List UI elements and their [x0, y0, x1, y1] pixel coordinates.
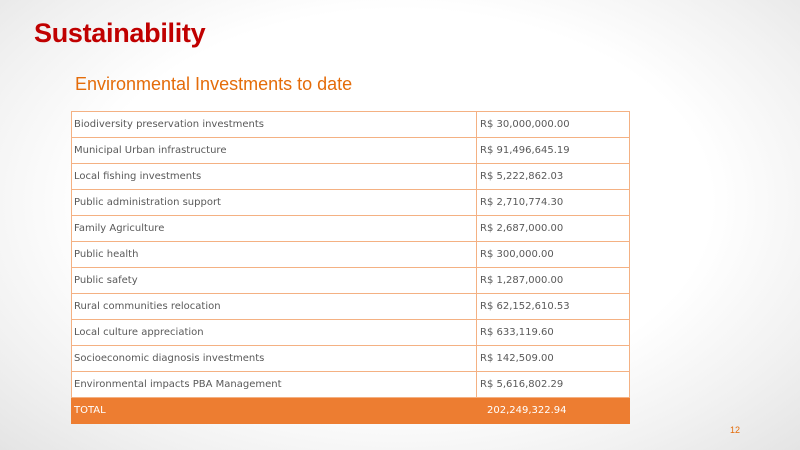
table-row	[72, 268, 630, 294]
investment-value: R$ 91,496,645.19	[477, 138, 630, 164]
table-row	[72, 294, 630, 320]
investment-value: R$ 1,287,000.00	[477, 268, 630, 294]
investment-value: R$ 142,509.00	[477, 346, 630, 372]
investment-label: Local culture appreciation	[72, 320, 477, 346]
investments-table	[71, 111, 630, 424]
table-row	[72, 138, 630, 164]
investment-value: R$ 30,000,000.00	[477, 112, 630, 138]
table-row	[72, 320, 630, 346]
investment-value: R$ 5,222,862.03	[477, 164, 630, 190]
investment-label: Municipal Urban infrastructure	[72, 138, 477, 164]
table-row	[72, 164, 630, 190]
table-row	[72, 242, 630, 268]
slide-subtitle: Environmental Investments to date	[75, 74, 353, 94]
total-row	[72, 398, 630, 424]
investments-table-body	[72, 112, 630, 424]
investment-value: R$ 300,000.00	[477, 242, 630, 268]
investment-label: Public health	[72, 242, 477, 268]
table-row	[72, 190, 630, 216]
investment-label: Rural communities relocation	[72, 294, 477, 320]
investment-label: Local fishing investments	[72, 164, 477, 190]
slide-title: Sustainability	[34, 18, 206, 48]
investment-label: Family Agriculture	[72, 216, 477, 242]
table-row	[72, 216, 630, 242]
investment-label: Biodiversity preservation investments	[72, 112, 477, 138]
table-row	[72, 112, 630, 138]
table-row	[72, 372, 630, 398]
table-row	[72, 346, 630, 372]
total-value: 202,249,322.94	[477, 398, 630, 424]
investment-label: Public safety	[72, 268, 477, 294]
investment-label: Socioeconomic diagnosis investments	[72, 346, 477, 372]
investment-value: R$ 633,119.60	[477, 320, 630, 346]
page-number: 12	[730, 425, 741, 435]
investment-value: R$ 2,710,774.30	[477, 190, 630, 216]
investment-label: Environmental impacts PBA Management	[72, 372, 477, 398]
investment-value: R$ 5,616,802.29	[477, 372, 630, 398]
total-label: TOTAL	[72, 398, 477, 424]
investment-value: R$ 62,152,610.53	[477, 294, 630, 320]
investment-value: R$ 2,687,000.00	[477, 216, 630, 242]
investment-label: Public administration support	[72, 190, 477, 216]
